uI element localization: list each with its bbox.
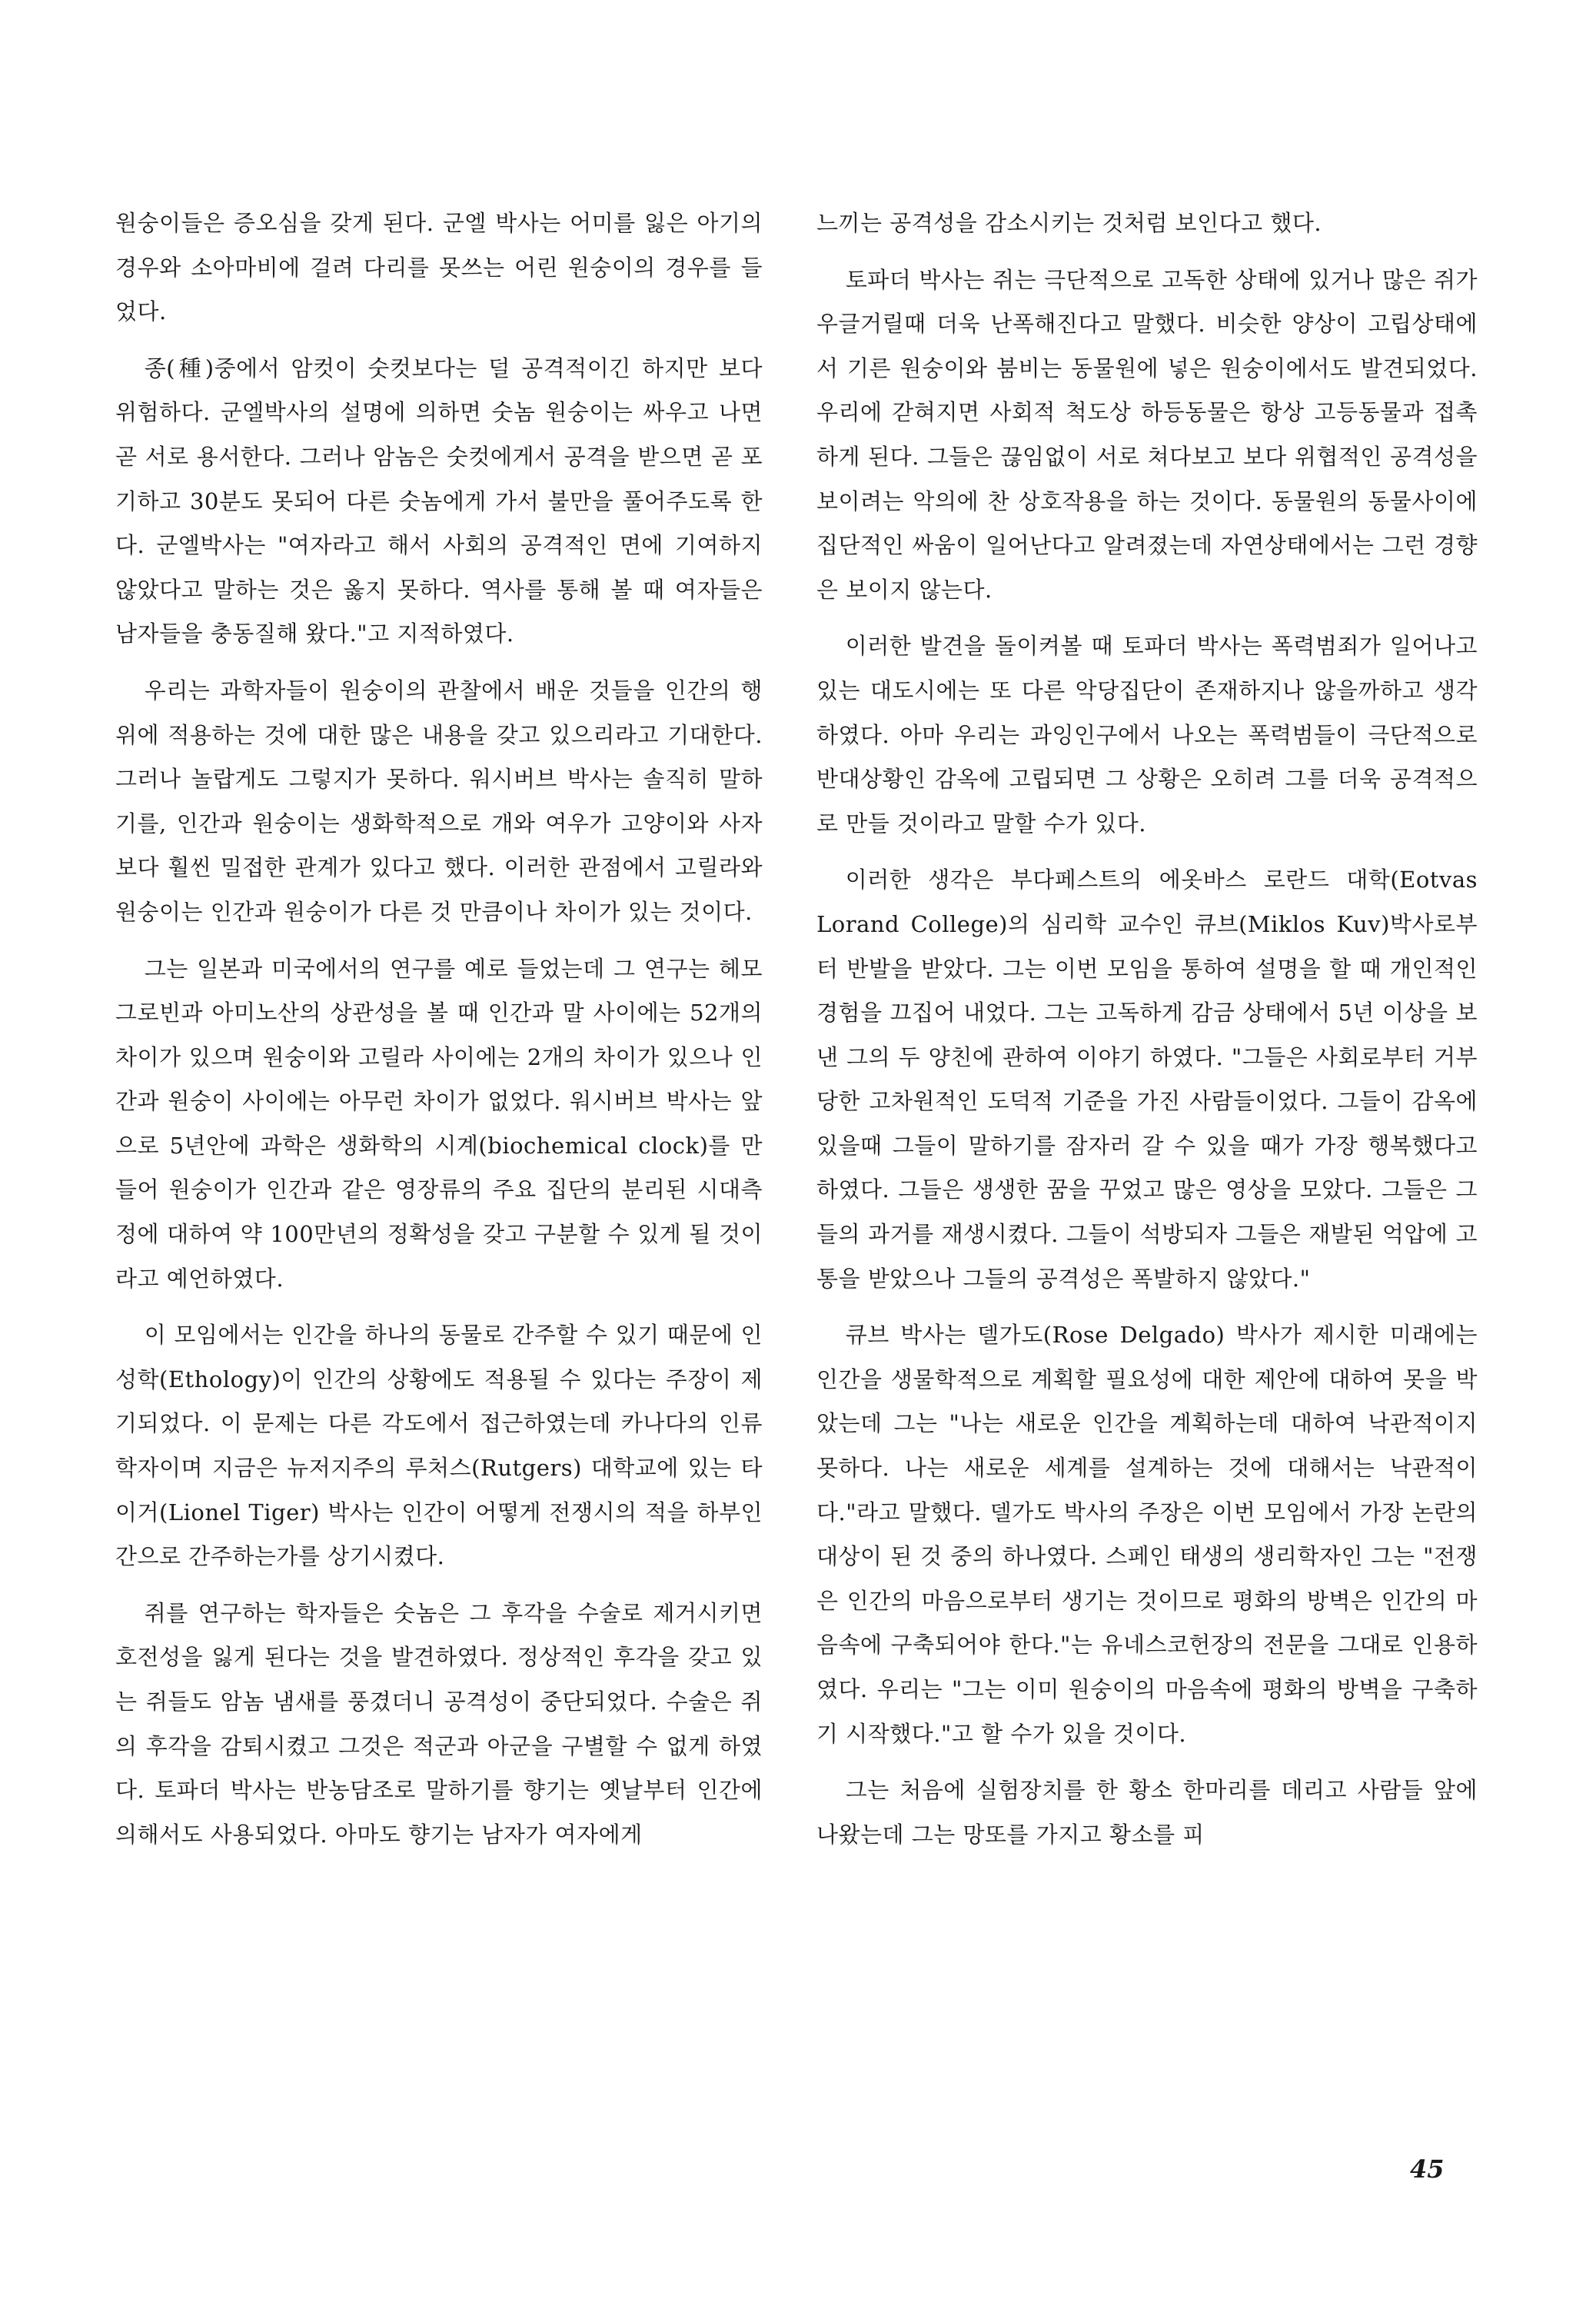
paragraph: 큐브 박사는 델가도(Rose Delgado) 박사가 제시한 미래에는 인간을 생물학적으로 계획할 필요성에 대한 제안에 대하여 못을 박았는데 그는 "나는 새로운 인간을 계획하는데 대하여 낙관적이지 못하다. 나는 새로운 세계를 설계하는 것에 대해서는 낙관적이다."라고 말했다. 델가도 박사의 주장은 이번 모임에서 가장 논란의 대상이 된 것 중의 하나였다. 스페인 태생의 생리학자인 그는 "전쟁은 인간의 마음으로부터 생기는 것이므로 평화의 방벽은 인간의 마음속에 구축되어야 한다."는 유네스코헌장의 전문을 그대로 인용하였다. 우리는 "그는 이미 원숭이의 마음속에 평화의 방벽을 구축하기 시작했다."고 할 수가 있을 것이다. [816, 1322, 1478, 1747]
right-column [816, 201, 1478, 1869]
paragraph: 이러한 발견을 돌이켜볼 때 토파더 박사는 폭력범죄가 일어나고 있는 대도시에는 또 다른 악당집단이 존재하지나 않을까하고 생각하였다. 아마 우리는 과잉인구에서 나오는 폭력범들이 극단적으로 반대상황인 감옥에 고립되면 그 상황은 오히려 그를 더욱 공격적으로 만들 것이라고 말할 수가 있다. [816, 633, 1478, 837]
paragraph: 종(種)중에서 암컷이 숫컷보다는 덜 공격적이긴 하지만 보다 위험하다. 군엘박사의 설명에 의하면 숫놈 원숭이는 싸우고 나면 곧 서로 용서한다. 그러나 암놈은 숫컷에게서 공격을 받으면 곧 포기하고 30분도 못되어 다른 숫놈에게 가서 불만을 풀어주도록 한다. 군엘박사는 "여자라고 해서 사회의 공격적인 면에 기여하지 않았다고 말하는 것은 옳지 못하다. 역사를 통해 볼 때 여자들은 남자들을 충동질해 왔다."고 지적하였다. [115, 354, 763, 647]
paragraph: 이러한 생각은 부다페스트의 에옷바스 로란드 대학(Eotvas Lorand College)의 심리학 교수인 큐브(Miklos Kuv)박사로부터 반발을 받았다. 그는 이번 모임을 통하여 설명을 할 때 개인적인 경험을 끄집어 내었다. 그는 고독하게 감금 상태에서 5년 이상을 보낸 그의 두 양친에 관하여 이야기 하였다. "그들은 사회로부터 거부당한 고차원적인 도덕적 기준을 가진 사람들이었다. 그들이 감옥에 있을때 그들이 말하기를 잠자러 갈 수 있을 때가 가장 행복했다고 하였다. 그들은 생생한 꿈을 꾸었고 많은 영상을 모았다. 그들은 그들의 과거를 재생시켰다. 그들이 석방되자 그들은 재발된 억압에 고통을 받았으나 그들의 공격성은 폭발하지 않았다." [816, 867, 1478, 1292]
paragraph: 쥐를 연구하는 학자들은 숫놈은 그 후각을 수술로 제거시키면 호전성을 잃게 된다는 것을 발견하였다. 정상적인 후각을 갖고 있는 쥐들도 암놈 냄새를 풍겼더니 공격성이 중단되었다. 수술은 쥐의 후각을 감퇴시켰고 그것은 적군과 아군을 구별할 수 없게 하였다. 토파더 박사는 반농담조로 말하기를 향기는 옛날부터 인간에 의해서도 사용되었다. 아마도 향기는 남자가 여자에게 [115, 1599, 763, 1848]
left-column [115, 201, 763, 1869]
paragraph: 그는 처음에 실험장치를 한 황소 한마리를 데리고 사람들 앞에 나왔는데 그는 망또를 가지고 황소를 피 [816, 1777, 1478, 1848]
paragraph: 우리는 과학자들이 원숭이의 관찰에서 배운 것들을 인간의 행위에 적용하는 것에 대한 많은 내용을 갖고 있으리라고 기대한다. 그러나 놀랍게도 그렇지가 못하다. 워시버브 박사는 솔직히 말하기를, 인간과 원숭이는 생화학적으로 개와 여우가 고양이와 사자보다 훨씬 밀접한 관계가 있다고 했다. 이러한 관점에서 고릴라와 원숭이는 인간과 원숭이가 다른 것 만큼이나 차이가 있는 것이다. [115, 677, 763, 925]
paragraph: 이 모임에서는 인간을 하나의 동물로 간주할 수 있기 때문에 인성학(Ethology)이 인간의 상황에도 적용될 수 있다는 주장이 제기되었다. 이 문제는 다른 각도에서 접근하였는데 카나다의 인류학자이며 지금은 뉴저지주의 루처스(Rutgers) 대학교에 있는 타이거(Lionel Tiger) 박사는 인간이 어떻게 전쟁시의 적을 하부인간으로 간주하는가를 상기시켰다. [115, 1322, 763, 1570]
paragraph: 원숭이들은 증오심을 갖게 된다. 군엘 박사는 어미를 잃은 아기의 경우와 소아마비에 걸려 다리를 못쓰는 어린 원숭이의 경우를 들었다. [115, 210, 763, 325]
paragraph: 그는 일본과 미국에서의 연구를 예로 들었는데 그 연구는 헤모그로빈과 아미노산의 상관성을 볼 때 인간과 말 사이에는 52개의 차이가 있으며 원숭이와 고릴라 사이에는 2개의 차이가 있으나 인간과 원숭이 사이에는 아무런 차이가 없었다. 워시버브 박사는 앞으로 5년안에 과학은 생화학의 시계(biochemical clock)를 만들어 원숭이가 인간과 같은 영장류의 주요 집단의 분리된 시대측정에 대하여 약 100만년의 정확성을 갖고 구분할 수 있게 될 것이라고 예언하였다. [115, 955, 763, 1292]
paragraph: 토파더 박사는 쥐는 극단적으로 고독한 상태에 있거나 많은 쥐가 우글거릴때 더욱 난폭해진다고 말했다. 비슷한 양상이 고립상태에서 기른 원숭이와 붐비는 동물원에 넣은 원숭이에서도 발견되었다. 우리에 갇혀지면 사회적 척도상 하등동물은 항상 고등동물과 접촉하게 된다. 그들은 끊임없이 서로 쳐다보고 보다 위협적인 공격성을 보이려는 악의에 찬 상호작용을 하는 것이다. 동물원의 동물사이에 집단적인 싸움이 일어난다고 알려졌는데 자연상태에서는 그런 경향은 보이지 않는다. [816, 266, 1478, 603]
page-number: 45 [1410, 2154, 1445, 2184]
paragraph: 느끼는 공격성을 감소시키는 것처럼 보인다고 했다. [816, 210, 1322, 236]
